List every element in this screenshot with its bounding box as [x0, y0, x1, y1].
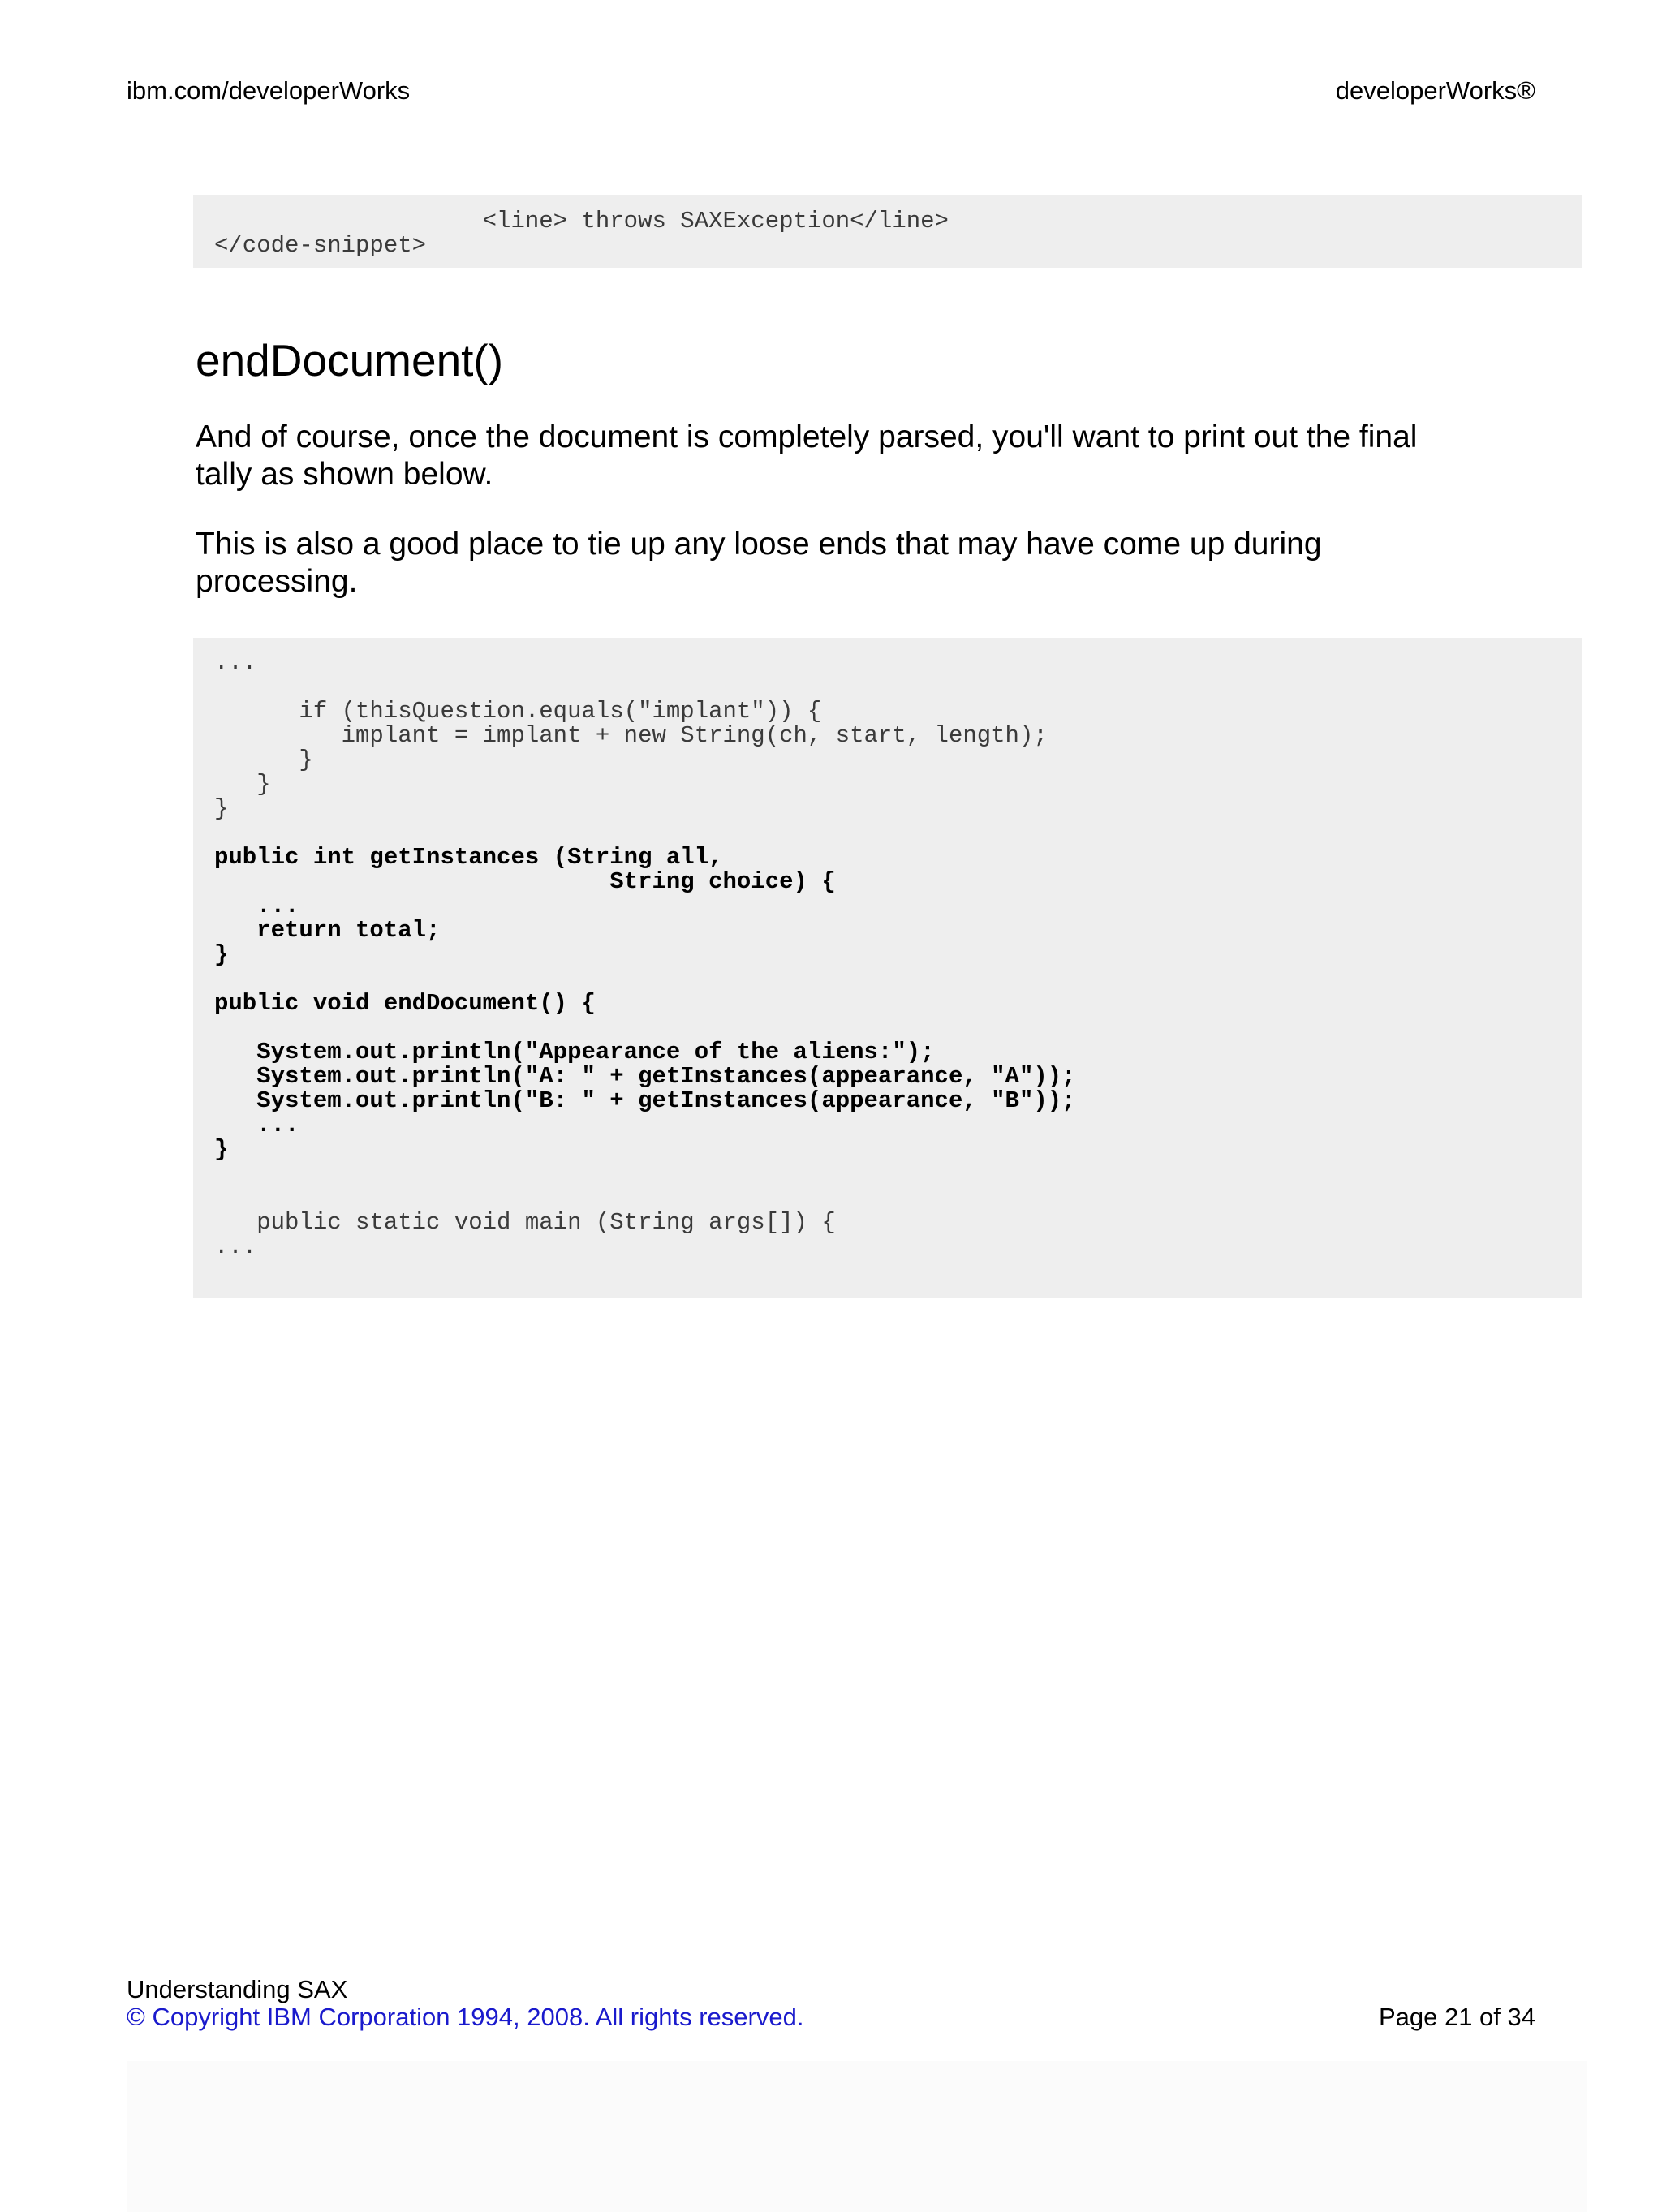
section-heading: endDocument()	[196, 335, 504, 385]
code-part-trailing: public static void main (String args[]) { ...	[214, 1209, 836, 1260]
page-bottom-shade	[127, 2061, 1587, 2212]
paragraph-note: This is also a good place to tie up any loose ends that may have come up during processing.	[196, 527, 1322, 599]
footer-copyright-link[interactable]: © Copyright IBM Corporation 1994, 2008. All rights reserved.	[127, 2003, 804, 2031]
code-part-context: ... if (thisQuestion.equals("implant")) { implant = implant + new String(ch, start, length); } } }	[214, 649, 1048, 822]
code-top-text: <line> throws SAXException</line> </code-snippet>	[214, 208, 949, 259]
footer-page-number: Page 21 of 34	[1378, 2003, 1535, 2031]
code-part-highlighted: public int getInstances (String all, String choice) { ... return total; } public void endDocument() { System.out.println("Appearance of the aliens:"); System.out.println("A: " + getInstances(appearance, "A")); System.out.println("B: " + getInstances(appearance, "B")); ... }	[214, 844, 1076, 1163]
code-snippet-top	[193, 195, 1582, 268]
code-listing-enddocument	[193, 638, 1582, 1298]
header-brand: developerWorks®	[1335, 76, 1535, 105]
header-site-url: ibm.com/developerWorks	[127, 76, 411, 105]
paragraph-intro: And of course, once the document is completely parsed, you'll want to print out the final tally as shown below.	[196, 420, 1418, 492]
footer-document-title: Understanding SAX	[127, 1975, 348, 2003]
